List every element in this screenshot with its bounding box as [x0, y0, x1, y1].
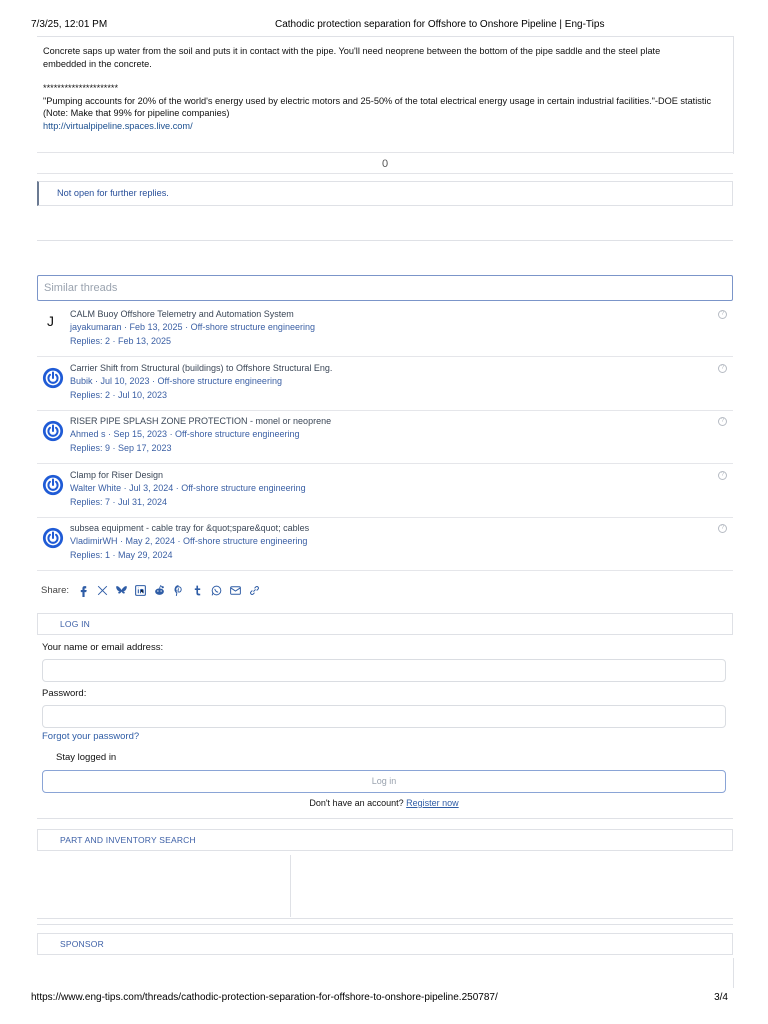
name-input[interactable] — [42, 659, 726, 682]
similar-threads-header: Similar threads — [37, 275, 733, 301]
print-header — [31, 19, 728, 33]
login-button[interactable]: Log in — [42, 770, 726, 793]
print-date: 7/3/25, 12:01 PM — [31, 19, 108, 30]
email-icon[interactable] — [227, 582, 243, 598]
thread-title[interactable]: CALM Buoy Offshore Telemetry and Automation System — [70, 309, 294, 319]
help-icon[interactable]: ? — [718, 524, 727, 533]
avatar: J — [47, 313, 54, 329]
similar-thread-row[interactable] — [37, 411, 733, 464]
power-avatar-icon — [42, 527, 64, 549]
linkedin-icon[interactable] — [132, 582, 148, 598]
power-avatar-icon — [42, 420, 64, 442]
reddit-icon[interactable] — [151, 582, 167, 598]
name-label: Your name or email address: — [42, 642, 164, 653]
stay-logged-in-checkbox[interactable]: Stay logged in — [56, 752, 117, 763]
post-text-line: embedded in the concrete. — [43, 58, 152, 69]
thread-replies: Replies: 7 · Jul 31, 2024 — [70, 496, 168, 507]
print-footer — [31, 992, 728, 1006]
panel-divider — [290, 855, 291, 917]
bluesky-icon[interactable] — [113, 582, 129, 598]
similar-thread-row[interactable] — [37, 465, 733, 518]
post-body — [37, 45, 733, 132]
section-divider — [37, 818, 733, 819]
share-bar — [41, 581, 265, 599]
power-avatar-icon — [42, 367, 64, 389]
thread-title[interactable]: RISER PIPE SPLASH ZONE PROTECTION - monel or neoprene — [70, 416, 332, 426]
thread-replies: Replies: 1 · May 29, 2024 — [70, 550, 173, 560]
power-avatar-icon — [42, 474, 64, 496]
print-url: https://www.eng-tips.com/threads/cathodic-protection-separation-for-offshore-to-onshore-pipeline.250787/ — [31, 992, 498, 1003]
pinterest-icon[interactable] — [170, 582, 186, 598]
password-label: Password: — [42, 688, 87, 699]
part-search-panel — [37, 853, 733, 919]
register-link[interactable]: Register now — [406, 798, 459, 808]
thread-closed-notice: Not open for further replies. — [37, 181, 733, 206]
thread-meta: Walter White · Jul 3, 2024 · Off-shore structure engineering — [70, 482, 306, 493]
sponsor-tab[interactable]: SPONSOR — [37, 933, 733, 955]
part-search-tab[interactable]: PART AND INVENTORY SEARCH — [37, 829, 733, 851]
signature-link[interactable]: http://virtualpipeline.spaces.live.com/ — [43, 120, 193, 131]
facebook-icon[interactable] — [75, 582, 91, 598]
login-tab[interactable]: LOG IN — [37, 613, 733, 635]
frame-top — [37, 36, 733, 37]
thread-title[interactable]: Carrier Shift from Structural (buildings) to Offshore Structural Eng. — [70, 362, 333, 373]
help-icon[interactable]: ? — [718, 417, 727, 426]
thread-meta: Ahmed s · Sep 15, 2023 · Off-shore structure engineering — [70, 429, 300, 439]
print-page-number: 3/4 — [714, 992, 728, 1003]
signature-note: (Note: Make that 99% for pipeline companies) — [43, 108, 230, 118]
print-page-title: Cathodic protection separation for Offshore to Onshore Pipeline | Eng-Tips — [275, 19, 605, 30]
link-icon[interactable] — [246, 582, 262, 598]
forgot-password-link[interactable]: Forgot your password? — [42, 731, 140, 742]
similar-thread-row[interactable] — [37, 518, 733, 571]
x-icon[interactable] — [94, 582, 110, 598]
thread-replies: Replies: 2 · Feb 13, 2025 — [70, 336, 172, 346]
frame-right — [733, 36, 734, 154]
thread-replies: Replies: 2 · Jul 10, 2023 — [70, 389, 168, 400]
register-row — [0, 798, 768, 808]
frame-divider — [37, 240, 733, 241]
similar-thread-row[interactable] — [37, 304, 733, 357]
thread-title[interactable]: Clamp for Riser Design — [70, 469, 164, 480]
thread-replies: Replies: 9 · Sep 17, 2023 — [70, 443, 172, 453]
whatsapp-icon[interactable] — [208, 582, 224, 598]
help-icon[interactable]: ? — [718, 364, 727, 373]
frame-bottom-right — [733, 958, 734, 988]
thread-title[interactable]: subsea equipment - cable tray for &quot;spare&quot; cables — [70, 523, 310, 533]
share-label: Share: — [41, 584, 69, 596]
signature-quote: "Pumping accounts for 20% of the world's energy used by electric motors and 25-50% of the total electrical energy usage in certain industrial facilities."-DOE statistic — [43, 95, 712, 106]
signature-stars: ********************* — [43, 83, 119, 93]
password-input[interactable] — [42, 705, 726, 728]
no-account-text: Don't have an account? — [309, 798, 404, 808]
similar-thread-row[interactable] — [37, 358, 733, 411]
help-icon[interactable]: ? — [718, 471, 727, 480]
thread-meta: jayakumaran · Feb 13, 2025 · Off-shore structure engineering — [70, 322, 315, 332]
tumblr-icon[interactable] — [189, 582, 205, 598]
help-icon[interactable]: ? — [718, 310, 727, 319]
thread-meta: Bubik · Jul 10, 2023 · Off-shore structure engineering — [70, 375, 282, 386]
reaction-count[interactable]: 0 — [37, 152, 733, 174]
thread-meta: VladimirWH · May 2, 2024 · Off-shore structure engineering — [70, 536, 308, 546]
section-divider — [37, 924, 733, 925]
post-text-line: Concrete saps up water from the soil and puts it in contact with the pipe. You'll need neoprene between the bottom of the pipe saddle and the steel plate — [43, 46, 661, 56]
